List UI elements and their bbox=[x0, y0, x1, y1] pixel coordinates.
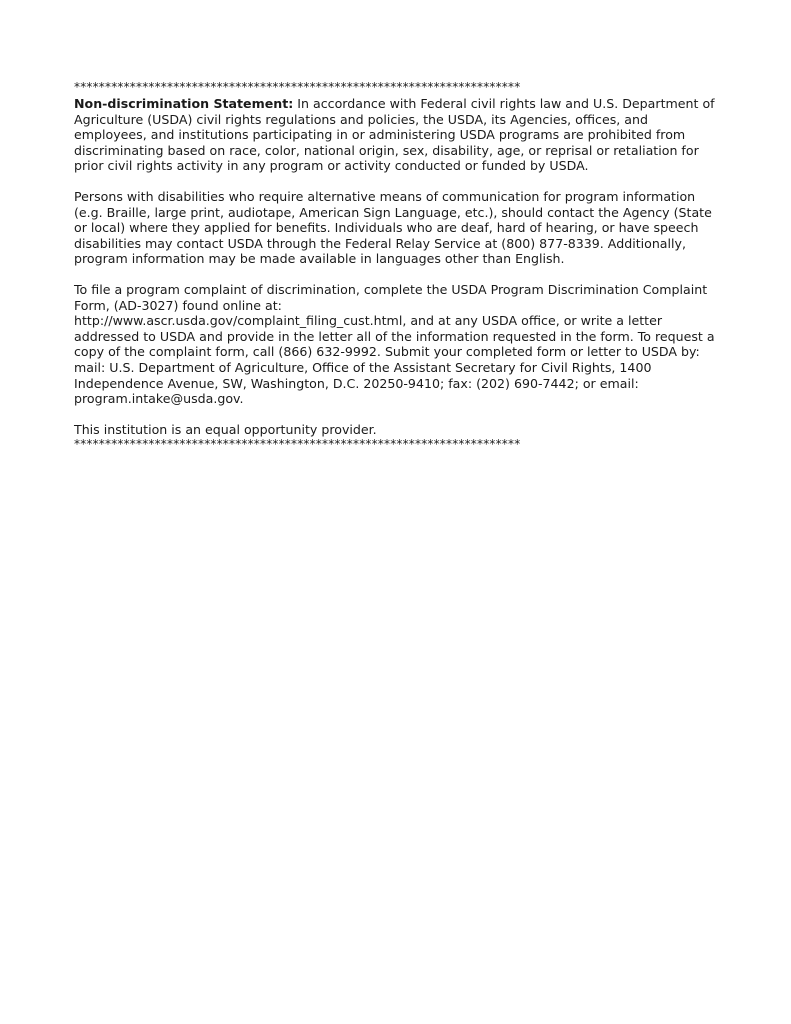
document-page bbox=[74, 80, 724, 451]
equal-opportunity-statement: This institution is an equal opportunity provider. bbox=[74, 421, 377, 437]
statement-body: In accordance with Federal civil rights law and U.S. Department of Agriculture (USDA) civil rights regulations and policies, the USDA, its Agencies, offices, and employees, and institutions participating in or administering USDA programs are prohibited from discriminating based on race, color, national origin, sex, disability, age, or reprisal or retaliation for prior civil rights activity in any program or activity conducted or funded by USDA. bbox=[74, 96, 715, 174]
complaint-paragraph bbox=[74, 282, 724, 407]
disabilities-paragraph: Persons with disabilities who require alternative means of communication for program information (e.g. Braille, large print, audiotape, American Sign Language, etc.), should contact the Agency (State or local) where they applied for benefits. Individuals who are deaf, hard of hearing, or have speech disabilities may contact USDA through the Federal Relay Service at (800) 877-8339. Additionally, program information may be made available in languages other than English. bbox=[74, 188, 712, 267]
complaint-details: , and at any USDA office, or write a letter addressed to USDA and provide in the letter all of the information requested in the form. To request a copy of the complaint form, call (866) 632-9992. Submit your completed form or letter to USDA by: mail: U.S. Department of Agriculture, Office of the Assistant Secretary for Civil Rights, 1400 Independence Avenue, SW, Washington, D.C. 20250-9410; fax: (202) 690-7442; or email: program.intake@usda.gov. bbox=[74, 313, 715, 407]
complaint-link[interactable]: http://www.ascr.usda.gov/complaint_filing_cust.html bbox=[74, 313, 403, 329]
complaint-intro: To file a program complaint of discrimination, complete the USDA Program Discrimination Complaint Form, (AD-3027) found online at: bbox=[74, 281, 708, 313]
separator-top: ************************************************************************ bbox=[74, 80, 521, 94]
separator-bottom: ************************************************************************ bbox=[74, 437, 521, 452]
non-discrimination-paragraph bbox=[74, 96, 724, 174]
statement-heading: Non-discrimination Statement: bbox=[74, 96, 294, 111]
